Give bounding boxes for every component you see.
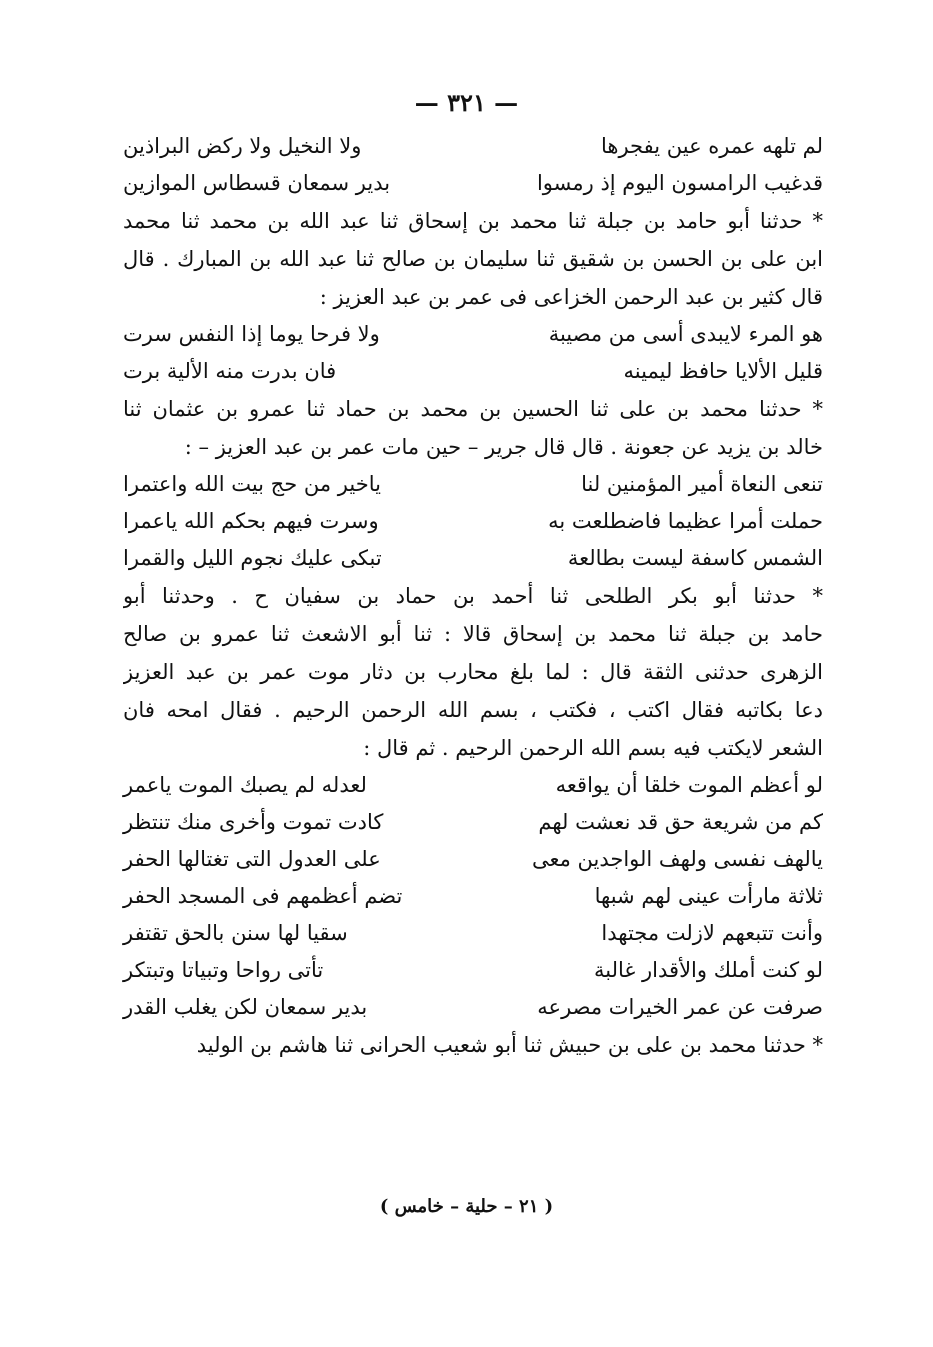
verse-first-hemistich: الشمس كاسفة ليست بطالعة xyxy=(567,546,823,570)
prose-line: ابن على بن الحسن بن شقيق ثنا سليمان بن صالح ثنا عبد الله بن المبارك . قال xyxy=(123,247,823,271)
verse-second-hemistich: لعدله لم يصبك الموت ياعمر xyxy=(123,773,367,797)
verse-second-hemistich: ولا النخيل ولا ركض البراذين xyxy=(123,134,362,158)
verse-line xyxy=(123,841,823,878)
verse-first-hemistich: قدغيب الرامسون اليوم إذ رمسوا xyxy=(536,171,823,195)
verse-first-hemistich: حملت أمرا عظيما فاضطلعت به xyxy=(548,509,823,533)
verse-second-hemistich: تبكى عليك نجوم الليل والقمرا xyxy=(123,546,382,570)
verse-first-hemistich: لو كنت أملك والأقدار غالبة xyxy=(593,958,823,982)
verse-line xyxy=(123,878,823,915)
verse-line xyxy=(123,952,823,989)
verse-first-hemistich: لو أعظم الموت خلقا أن يواقعه xyxy=(555,773,823,797)
verse-second-hemistich: كادت تموت وأخرى منك تنتظر xyxy=(123,810,384,834)
verse-first-hemistich: صرفت عن عمر الخيرات مصرعه xyxy=(537,995,823,1019)
verse-second-hemistich: فان بدرت منه الألية برت xyxy=(123,359,337,383)
verse-line xyxy=(123,915,823,952)
verse-line xyxy=(123,989,823,1026)
text-body xyxy=(123,128,823,1064)
verse-second-hemistich: على العدول التى تغتالها الحفر xyxy=(123,847,381,871)
page-number: — ٣٢١ — xyxy=(414,88,519,117)
verse-first-hemistich: كم من شريعة حق قد نعشت لهم xyxy=(538,810,823,834)
verse-first-hemistich: لم تلهه عمره عين يفجرها xyxy=(600,134,823,158)
verse-line xyxy=(123,128,823,165)
verse-second-hemistich: تضم أعظمهم فى المسجد الحفر xyxy=(123,884,403,908)
verse-second-hemistich: ياخير من حج بيت الله واعتمرا xyxy=(123,472,381,496)
verse-line xyxy=(123,466,823,503)
verse-line xyxy=(123,353,823,390)
verse-first-hemistich: يالهف نفسى ولهف الواجدين معى xyxy=(531,847,823,871)
prose-line: خالد بن يزيد عن جعونة . قال قال جرير – حين مات عمر بن عبد العزيز – : xyxy=(184,435,823,459)
verse-line xyxy=(123,767,823,804)
verse-first-hemistich: هو المرء لايبدى أسى من مصيبة xyxy=(548,322,823,346)
prose-line: الزهرى حدثنى الثقة قال : لما بلغ محارب بن دثار موت عمر بن عبد العزيز xyxy=(123,660,823,684)
verse-line xyxy=(123,316,823,353)
prose-line: * حدثنا أبو بكر الطلحى ثنا أحمد بن حماد بن سفيان ح . وحدثنا أبو xyxy=(123,584,823,608)
verse-second-hemistich: ولا فرحا يوما إذا النفس سرت xyxy=(123,322,380,346)
verse-second-hemistich: وسرت فيهم بحكم الله ياعمرا xyxy=(123,509,379,533)
verse-first-hemistich: وأنت تتبعهم لازلت مجتهدا xyxy=(601,921,823,945)
verse-second-hemistich: بدير سمعان لكن يغلب القدر xyxy=(123,995,368,1019)
verse-first-hemistich: تنعى النعاة أمير المؤمنين لنا xyxy=(581,472,823,496)
prose-line: * حدثنا أبو حامد بن جبلة ثنا محمد بن إسحاق ثنا عبد الله بن محمد ثنا محمد xyxy=(123,209,823,233)
prose-line: حامد بن جبلة ثنا محمد بن إسحاق قالا : ثنا أبو الاشعث ثنا عمرو بن صالح xyxy=(123,622,823,646)
verse-line xyxy=(123,804,823,841)
verse-first-hemistich: قليل الألايا حافظ ليمينه xyxy=(623,359,823,383)
prose-line: قال كثير بن عبد الرحمن الخزاعى فى عمر بن عبد العزيز : xyxy=(319,285,823,309)
prose-line: * حدثنا محمد بن على بن حبيش ثنا أبو شعيب الحرانى ثنا هاشم بن الوليد xyxy=(196,1033,823,1057)
verse-line xyxy=(123,165,823,202)
verse-first-hemistich: ثلاثة مارأت عينى لهم شبها xyxy=(594,884,823,908)
prose-line: الشعر لايكتب فيه بسم الله الرحمن الرحيم . ثم قال : xyxy=(363,736,823,760)
prose-line: دعا بكاتبه فقال اكتب ، فكتب ، بسم الله الرحمن الرحيم . فقال امحه فان xyxy=(123,698,823,722)
verse-line xyxy=(123,503,823,540)
prose-line: * حدثنا محمد بن على ثنا الحسين بن محمد بن حماد ثنا عمرو بن عثمان ثنا xyxy=(123,397,823,421)
verse-second-hemistich: سقيا لها سنن بالحق تقتفر xyxy=(123,921,348,945)
signature-footer: ( ٢١ – حلية – خامس ) xyxy=(379,1196,554,1217)
verse-line xyxy=(123,540,823,577)
verse-second-hemistich: بدير سمعان قسطاس الموازين xyxy=(123,171,391,195)
verse-second-hemistich: تأتى رواحا وتبياتا وتبتكر xyxy=(123,958,324,982)
